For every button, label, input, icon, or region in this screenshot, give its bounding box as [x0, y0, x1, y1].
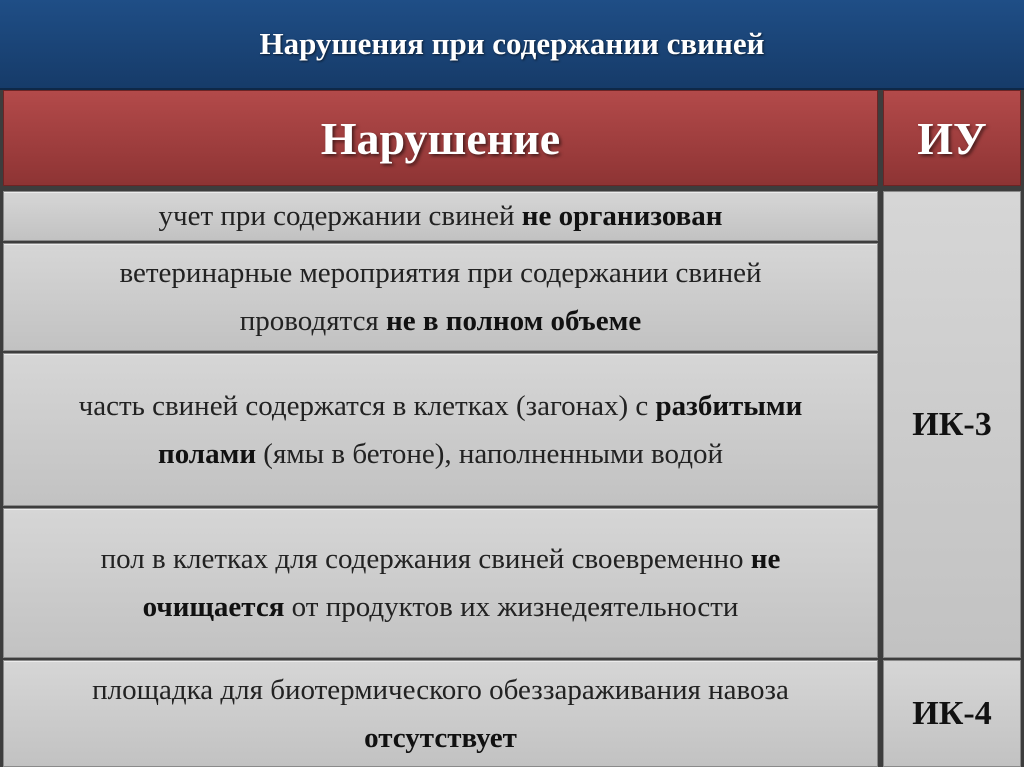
row-text-plain: площадка для биотермического обеззараживания навоза: [92, 673, 789, 706]
row-text-plain: учет при содержании свиней: [158, 200, 522, 232]
row-text-bold: не очищается: [142, 543, 781, 623]
row-text-plain: (ямы в бетоне), наполненными водой: [256, 437, 723, 470]
row-text: [159, 192, 723, 240]
slide-title: Нарушения при содержании свиней: [0, 0, 1024, 90]
row-text: [34, 382, 847, 478]
iu-cell: ИК-4: [883, 660, 1021, 767]
row-text-plain: часть свиней содержатся в клетках (загонах) с: [78, 389, 656, 422]
row-text: [64, 535, 817, 631]
row-text-bold: отсутствует: [364, 721, 517, 754]
table-row: [3, 243, 878, 351]
row-text-plain: пол в клетках для содержания свиней своевременно: [100, 543, 751, 575]
row-text: [16, 666, 865, 762]
header-iu: ИУ: [883, 90, 1021, 186]
row-text-plain: ветеринарные мероприятия при содержании свиней проводятся: [119, 257, 762, 337]
row-text-plain: от продуктов их жизнедеятельности: [284, 591, 739, 623]
header-violation: Нарушение: [3, 90, 878, 186]
table-row: [3, 191, 878, 241]
row-text: [64, 249, 817, 345]
iu-cell: ИК-3: [883, 191, 1021, 658]
table-row: [3, 353, 878, 506]
row-text-bold: не в полном объеме: [386, 305, 642, 337]
row-text-bold: разбитыми полами: [157, 389, 803, 470]
row-text-bold: не организован: [521, 200, 723, 232]
table-row: [3, 660, 878, 767]
table-row: [3, 508, 878, 658]
